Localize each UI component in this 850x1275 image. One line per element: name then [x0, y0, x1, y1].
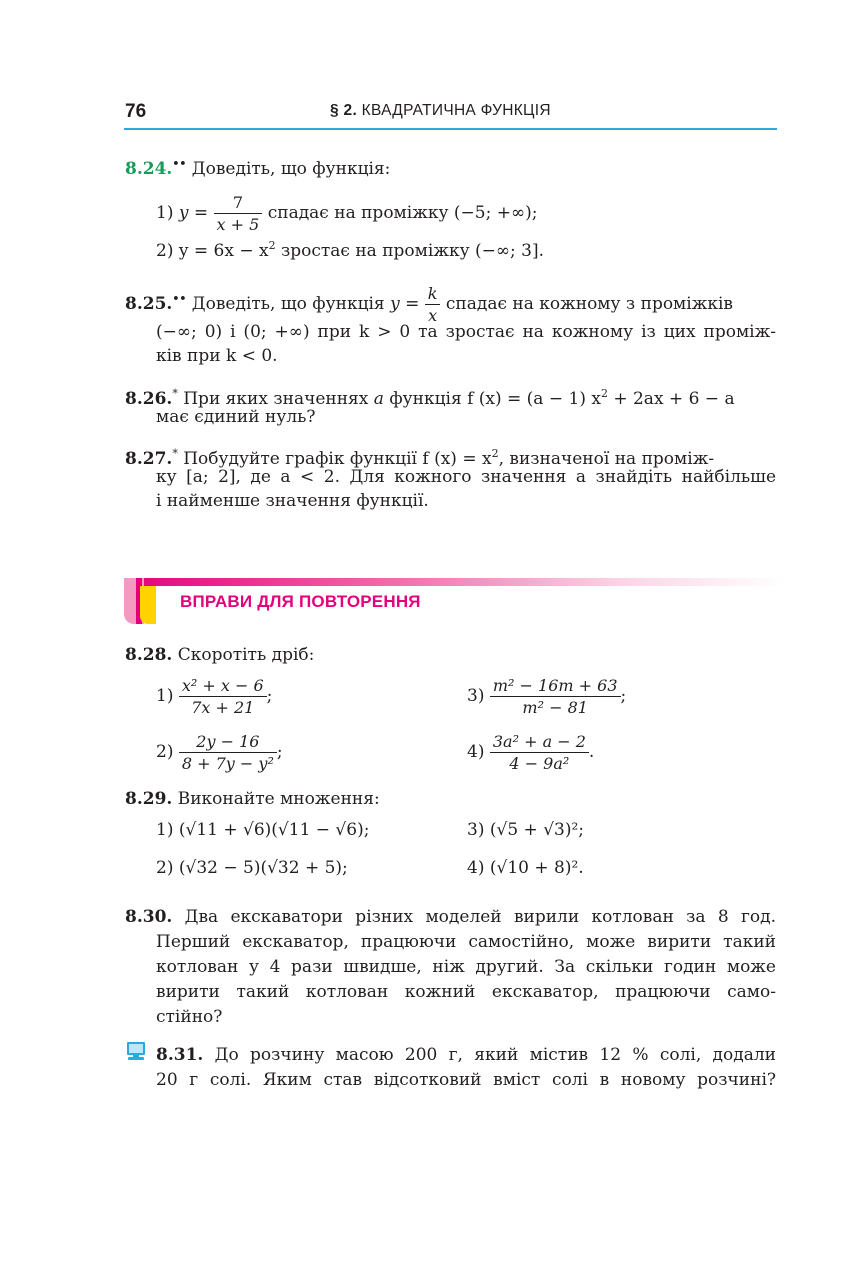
banner-stripe	[124, 578, 784, 586]
exercise-number: 8.30.	[125, 907, 173, 927]
exercise-8-30-line-4: вирити такий котлован кожний екскаватор, працюючи само-	[156, 982, 776, 1002]
exercise-number: 8.26.	[125, 389, 173, 409]
fraction	[179, 731, 277, 774]
exercise-8-31-line-2: 20 г солі. Яким став відсотковий вміст солі в новому розчині?	[156, 1070, 776, 1090]
exercise-text: Доведіть, що функція:	[191, 159, 391, 179]
expression: f (x) = (a − 1) x	[467, 389, 601, 409]
fraction-denominator: 7x + 21	[191, 698, 255, 717]
fraction-numerator: k	[425, 283, 441, 305]
item-expression: (√11 + √6)(√11 − √6);	[178, 820, 370, 840]
exercise-text: спадає на кожному з проміжків	[445, 294, 733, 314]
exercise-number: 8.25.	[125, 294, 173, 314]
section-mark: § 2.	[330, 102, 358, 119]
exercise-8-28-item-4	[467, 731, 594, 774]
item-end: ;	[266, 686, 273, 706]
difficulty-mark: ••	[172, 292, 187, 305]
item-text: спадає на проміжку (−5; +∞);	[267, 203, 538, 223]
exercise-8-30-line-2: Перший екскаватор, працюючи самостійно, може вирити такий	[156, 932, 776, 952]
fraction-numerator: 3a² + a − 2	[490, 731, 589, 753]
superscript: 2	[268, 239, 276, 252]
fraction-denominator: x + 5	[216, 215, 260, 234]
item-text-b: зростає на проміжку (−∞; 3].	[275, 241, 545, 261]
expression: f (x) = x	[422, 449, 492, 469]
exercise-8-28-item-3	[467, 675, 626, 718]
difficulty-mark: *	[172, 447, 178, 460]
exercise-text: Скоротіть дріб:	[177, 645, 315, 665]
exercise-8-24-item-1	[156, 192, 537, 235]
exercise-number: 8.28.	[125, 645, 173, 665]
item-expression: (√32 − 5)(√32 + 5);	[178, 858, 348, 878]
item-lhs: y =	[178, 203, 209, 223]
fraction	[490, 731, 589, 774]
exercise-number: 8.31.	[156, 1045, 204, 1065]
exercise-text: До розчину масою 200 г, який містив 12 % солі, додали	[214, 1045, 776, 1065]
item-end: .	[588, 742, 595, 762]
item-expression: (√10 + 8)².	[489, 858, 584, 878]
fraction-numerator: 2y − 16	[179, 731, 277, 753]
item-label: 1)	[156, 686, 174, 706]
difficulty-mark: ••	[172, 157, 187, 170]
exercise-8-31	[156, 1043, 776, 1068]
exercise-8-25-line-3: ків при k < 0.	[156, 346, 278, 366]
header-rule	[124, 128, 777, 130]
exercise-number: 8.27.	[125, 449, 173, 469]
fraction	[179, 675, 267, 718]
exercise-8-27-line-3: і найменше значення функції.	[156, 491, 429, 511]
exercise-8-28-item-2	[156, 731, 283, 774]
item-label: 2)	[156, 858, 174, 878]
exercise-8-26-line-2: має єдиний нуль?	[156, 407, 316, 427]
fraction	[214, 192, 263, 235]
running-header	[330, 102, 551, 120]
exercise-8-28	[125, 643, 314, 668]
item-label: 2)	[156, 241, 174, 261]
fraction-numerator: m² − 16m + 63	[490, 675, 621, 697]
item-expression: (√5 + √3)²;	[489, 820, 585, 840]
variable: a	[373, 389, 384, 409]
function-lhs: y =	[390, 294, 420, 314]
item-text-a: y = 6x − x	[178, 241, 269, 261]
fraction-denominator: m² − 81	[522, 698, 588, 717]
exercise-text: Виконайте множення:	[177, 789, 380, 809]
fraction-denominator: 4 − 9a²	[509, 754, 570, 773]
item-label: 3)	[467, 686, 485, 706]
exercise-8-29-item-4	[467, 856, 584, 881]
exercise-text: Два екскаватори різних моделей вирили котлован за 8 год.	[184, 907, 776, 927]
item-label: 1)	[156, 820, 174, 840]
exercise-8-29-item-1	[156, 818, 369, 843]
fraction-numerator: 7	[214, 192, 263, 214]
expression-tail: + 2ax + 6 − a	[607, 389, 735, 409]
exercise-8-24-item-2	[156, 233, 544, 264]
exercise-number: 8.29.	[125, 789, 173, 809]
section-title: КВАДРАТИЧНА ФУНКЦІЯ	[361, 102, 551, 119]
exercise-8-30	[125, 905, 776, 930]
item-label: 4)	[467, 742, 485, 762]
section-banner-title: ВПРАВИ ДЛЯ ПОВТОРЕННЯ	[180, 592, 421, 611]
fraction-denominator: 8 + 7y − y²	[181, 754, 274, 773]
fraction	[490, 675, 621, 718]
exercise-8-29	[125, 787, 380, 812]
item-label: 4)	[467, 858, 485, 878]
item-label: 3)	[467, 820, 485, 840]
exercise-text: При яких значеннях	[183, 389, 369, 409]
exercise-8-27-line-2: ку [a; 2], де a < 2. Для кожного значення a знайдіть найбільше	[156, 467, 776, 487]
exercise-8-25-line-2: (−∞; 0) і (0; +∞) при k > 0 та зростає на кожному із цих проміж-	[156, 322, 776, 342]
exercise-8-30-line-5: стійно?	[156, 1007, 223, 1027]
difficulty-mark: *	[172, 387, 178, 400]
fraction-denominator: x	[428, 306, 438, 325]
superscript: 2	[600, 387, 608, 400]
exercise-text: Побудуйте графік функції	[183, 449, 417, 469]
exercise-8-30-line-3: котлован у 4 рази швидше, ніж другий. За скільки годин може	[156, 957, 776, 977]
fraction-numerator: x² + x − 6	[179, 675, 267, 697]
item-label: 2)	[156, 742, 174, 762]
exercise-number: 8.24.	[125, 159, 173, 179]
exercise-text: , визначеної на проміж-	[498, 449, 715, 469]
exercise-8-28-item-1	[156, 675, 272, 718]
page-number: 76	[125, 101, 147, 122]
superscript: 2	[491, 447, 499, 460]
exercise-8-29-item-3	[467, 818, 584, 843]
item-label: 1)	[156, 203, 174, 223]
item-end: ;	[620, 686, 627, 706]
exercise-8-29-item-2	[156, 856, 348, 881]
item-end: ;	[276, 742, 283, 762]
exercise-text: функція	[389, 389, 462, 409]
exercise-8-24	[125, 151, 390, 182]
computer-icon	[126, 1041, 146, 1061]
banner-tab-yellow	[140, 586, 156, 624]
exercise-text: Доведіть, що функція	[191, 294, 385, 314]
